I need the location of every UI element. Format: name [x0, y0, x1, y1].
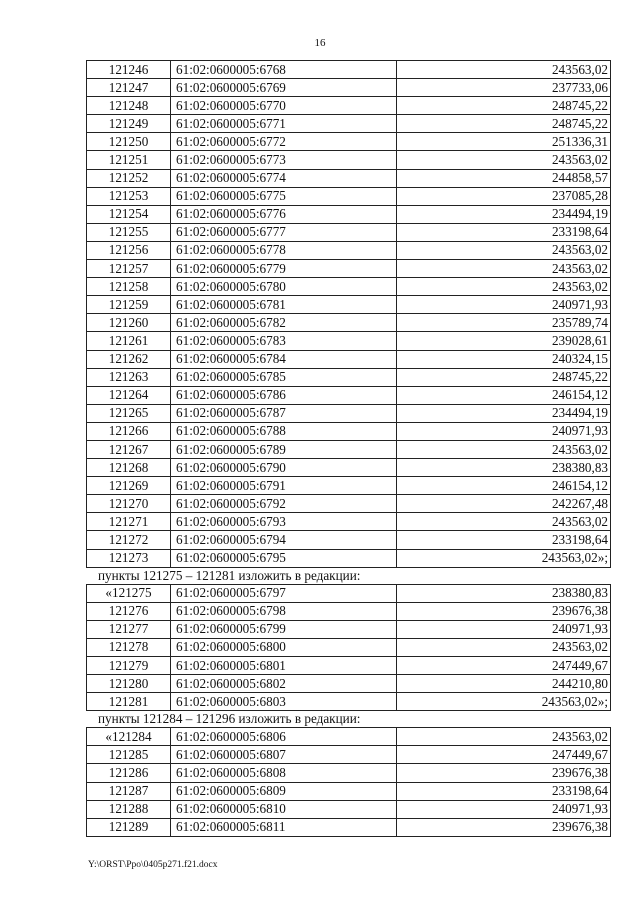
- value-cell: 233198,64: [397, 782, 611, 800]
- table-row: [87, 241, 611, 259]
- value-cell: 239676,38: [397, 764, 611, 782]
- item-number-cell: 121287: [87, 782, 171, 800]
- parcel-table: [86, 727, 611, 837]
- item-number-cell: 121260: [87, 314, 171, 332]
- item-number-cell: 121253: [87, 187, 171, 205]
- cadastral-number-cell: 61:02:0600005:6806: [171, 728, 397, 746]
- item-number-cell: 121286: [87, 764, 171, 782]
- cadastral-number-cell: 61:02:0600005:6792: [171, 495, 397, 513]
- table-row: [87, 187, 611, 205]
- cadastral-number-cell: 61:02:0600005:6802: [171, 675, 397, 693]
- value-cell: 243563,02: [397, 513, 611, 531]
- value-cell: 247449,67: [397, 657, 611, 675]
- value-cell: 238380,83: [397, 459, 611, 477]
- table-row: [87, 368, 611, 386]
- table-row: [87, 205, 611, 223]
- table-row: [87, 404, 611, 422]
- table-row: [87, 61, 611, 79]
- cadastral-number-cell: 61:02:0600005:6788: [171, 422, 397, 440]
- item-number-cell: 121265: [87, 404, 171, 422]
- cadastral-number-cell: 61:02:0600005:6783: [171, 332, 397, 350]
- table-row: [87, 657, 611, 675]
- table-row: [87, 278, 611, 296]
- value-cell: 234494,19: [397, 205, 611, 223]
- item-number-cell: 121267: [87, 440, 171, 458]
- table-row: [87, 638, 611, 656]
- item-number-cell: 121264: [87, 386, 171, 404]
- cadastral-number-cell: 61:02:0600005:6780: [171, 278, 397, 296]
- table-row: [87, 314, 611, 332]
- cadastral-number-cell: 61:02:0600005:6779: [171, 260, 397, 278]
- parcel-table: [86, 60, 611, 568]
- item-number-cell: 121280: [87, 675, 171, 693]
- table-row: [87, 260, 611, 278]
- item-number-cell: 121270: [87, 495, 171, 513]
- table-row: [87, 800, 611, 818]
- item-number-cell: 121277: [87, 620, 171, 638]
- item-number-cell: 121272: [87, 531, 171, 549]
- cadastral-number-cell: 61:02:0600005:6773: [171, 151, 397, 169]
- cadastral-number-cell: 61:02:0600005:6785: [171, 368, 397, 386]
- cadastral-number-cell: 61:02:0600005:6807: [171, 746, 397, 764]
- item-number-cell: 121268: [87, 459, 171, 477]
- table-row: [87, 818, 611, 836]
- item-number-cell: 121261: [87, 332, 171, 350]
- item-number-cell: 121276: [87, 602, 171, 620]
- value-cell: 248745,22: [397, 115, 611, 133]
- cadastral-number-cell: 61:02:0600005:6791: [171, 477, 397, 495]
- cadastral-number-cell: 61:02:0600005:6772: [171, 133, 397, 151]
- value-cell: 243563,02»;: [397, 693, 611, 711]
- value-cell: 248745,22: [397, 97, 611, 115]
- document-body: [86, 60, 610, 837]
- value-cell: 240324,15: [397, 350, 611, 368]
- cadastral-number-cell: 61:02:0600005:6787: [171, 404, 397, 422]
- item-number-cell: 121254: [87, 205, 171, 223]
- table-row: [87, 477, 611, 495]
- table-row: [87, 602, 611, 620]
- table-row: [87, 79, 611, 97]
- item-number-cell: 121250: [87, 133, 171, 151]
- cadastral-number-cell: 61:02:0600005:6809: [171, 782, 397, 800]
- cadastral-number-cell: 61:02:0600005:6769: [171, 79, 397, 97]
- item-number-cell: 121255: [87, 223, 171, 241]
- cadastral-number-cell: 61:02:0600005:6801: [171, 657, 397, 675]
- table-row: [87, 728, 611, 746]
- cadastral-number-cell: 61:02:0600005:6782: [171, 314, 397, 332]
- cadastral-number-cell: 61:02:0600005:6776: [171, 205, 397, 223]
- value-cell: 242267,48: [397, 495, 611, 513]
- table-row: [87, 531, 611, 549]
- item-number-cell: 121288: [87, 800, 171, 818]
- value-cell: 243563,02»;: [397, 549, 611, 567]
- value-cell: 240971,93: [397, 296, 611, 314]
- cadastral-number-cell: 61:02:0600005:6808: [171, 764, 397, 782]
- cadastral-number-cell: 61:02:0600005:6777: [171, 223, 397, 241]
- value-cell: 240971,93: [397, 620, 611, 638]
- table-row: [87, 746, 611, 764]
- table-row: [87, 620, 611, 638]
- value-cell: 243563,02: [397, 278, 611, 296]
- item-number-cell: 121251: [87, 151, 171, 169]
- value-cell: 239676,38: [397, 818, 611, 836]
- value-cell: 240971,93: [397, 422, 611, 440]
- cadastral-number-cell: 61:02:0600005:6789: [171, 440, 397, 458]
- value-cell: 239676,38: [397, 602, 611, 620]
- file-path-footer: Y:\ORST\Ppo\0405p271.f21.docx: [88, 860, 218, 870]
- item-number-cell: 121285: [87, 746, 171, 764]
- cadastral-number-cell: 61:02:0600005:6768: [171, 61, 397, 79]
- item-number-cell: 121281: [87, 693, 171, 711]
- item-number-cell: 121269: [87, 477, 171, 495]
- value-cell: 237085,28: [397, 187, 611, 205]
- value-cell: 243563,02: [397, 728, 611, 746]
- cadastral-number-cell: 61:02:0600005:6771: [171, 115, 397, 133]
- item-number-cell: 121247: [87, 79, 171, 97]
- cadastral-number-cell: 61:02:0600005:6799: [171, 620, 397, 638]
- table-row: [87, 332, 611, 350]
- value-cell: 234494,19: [397, 404, 611, 422]
- cadastral-number-cell: 61:02:0600005:6778: [171, 241, 397, 259]
- page-number: 16: [314, 37, 326, 49]
- cadastral-number-cell: 61:02:0600005:6793: [171, 513, 397, 531]
- value-cell: 233198,64: [397, 531, 611, 549]
- table-row: [87, 495, 611, 513]
- value-cell: 235789,74: [397, 314, 611, 332]
- value-cell: 240971,93: [397, 800, 611, 818]
- cadastral-number-cell: 61:02:0600005:6775: [171, 187, 397, 205]
- item-number-cell: 121289: [87, 818, 171, 836]
- value-cell: 244858,57: [397, 169, 611, 187]
- table-row: [87, 151, 611, 169]
- table-row: [87, 296, 611, 314]
- value-cell: 248745,22: [397, 368, 611, 386]
- table-row: [87, 169, 611, 187]
- item-number-cell: «121275: [87, 584, 171, 602]
- table-row: [87, 115, 611, 133]
- table-row: [87, 782, 611, 800]
- value-cell: 243563,02: [397, 61, 611, 79]
- table-row: [87, 693, 611, 711]
- table-row: [87, 133, 611, 151]
- value-cell: 243563,02: [397, 260, 611, 278]
- amendment-instruction: пункты 121284 – 121296 изложить в редакции:: [98, 711, 361, 727]
- table-row: [87, 764, 611, 782]
- value-cell: 247449,67: [397, 746, 611, 764]
- cadastral-number-cell: 61:02:0600005:6781: [171, 296, 397, 314]
- value-cell: 238380,83: [397, 584, 611, 602]
- cadastral-number-cell: 61:02:0600005:6770: [171, 97, 397, 115]
- table-row: [87, 223, 611, 241]
- value-cell: 237733,06: [397, 79, 611, 97]
- value-cell: 243563,02: [397, 638, 611, 656]
- item-number-cell: 121278: [87, 638, 171, 656]
- item-number-cell: 121257: [87, 260, 171, 278]
- value-cell: 233198,64: [397, 223, 611, 241]
- parcel-table: [86, 584, 611, 712]
- table-row: [87, 422, 611, 440]
- table-row: [87, 97, 611, 115]
- item-number-cell: 121279: [87, 657, 171, 675]
- item-number-cell: 121258: [87, 278, 171, 296]
- item-number-cell: 121266: [87, 422, 171, 440]
- cadastral-number-cell: 61:02:0600005:6774: [171, 169, 397, 187]
- item-number-cell: 121248: [87, 97, 171, 115]
- value-cell: 244210,80: [397, 675, 611, 693]
- item-number-cell: 121256: [87, 241, 171, 259]
- cadastral-number-cell: 61:02:0600005:6784: [171, 350, 397, 368]
- amendment-instruction: пункты 121275 – 121281 изложить в редакции:: [98, 567, 361, 583]
- item-number-cell: 121259: [87, 296, 171, 314]
- table-row: [87, 386, 611, 404]
- item-number-cell: 121263: [87, 368, 171, 386]
- item-number-cell: 121252: [87, 169, 171, 187]
- cadastral-number-cell: 61:02:0600005:6794: [171, 531, 397, 549]
- item-number-cell: 121262: [87, 350, 171, 368]
- cadastral-number-cell: 61:02:0600005:6810: [171, 800, 397, 818]
- cadastral-number-cell: 61:02:0600005:6795: [171, 549, 397, 567]
- value-cell: 251336,31: [397, 133, 611, 151]
- item-number-cell: 121249: [87, 115, 171, 133]
- value-cell: 243563,02: [397, 440, 611, 458]
- cadastral-number-cell: 61:02:0600005:6800: [171, 638, 397, 656]
- cadastral-number-cell: 61:02:0600005:6811: [171, 818, 397, 836]
- table-row: [87, 675, 611, 693]
- item-number-cell: «121284: [87, 728, 171, 746]
- table-row: [87, 440, 611, 458]
- item-number-cell: 121271: [87, 513, 171, 531]
- table-row: [87, 513, 611, 531]
- value-cell: 243563,02: [397, 151, 611, 169]
- cadastral-number-cell: 61:02:0600005:6803: [171, 693, 397, 711]
- cadastral-number-cell: 61:02:0600005:6797: [171, 584, 397, 602]
- cadastral-number-cell: 61:02:0600005:6790: [171, 459, 397, 477]
- cadastral-number-cell: 61:02:0600005:6786: [171, 386, 397, 404]
- value-cell: 243563,02: [397, 241, 611, 259]
- cadastral-number-cell: 61:02:0600005:6798: [171, 602, 397, 620]
- item-number-cell: 121273: [87, 549, 171, 567]
- value-cell: 246154,12: [397, 386, 611, 404]
- table-row: [87, 549, 611, 567]
- table-row: [87, 584, 611, 602]
- value-cell: 239028,61: [397, 332, 611, 350]
- table-row: [87, 350, 611, 368]
- table-row: [87, 459, 611, 477]
- item-number-cell: 121246: [87, 61, 171, 79]
- value-cell: 246154,12: [397, 477, 611, 495]
